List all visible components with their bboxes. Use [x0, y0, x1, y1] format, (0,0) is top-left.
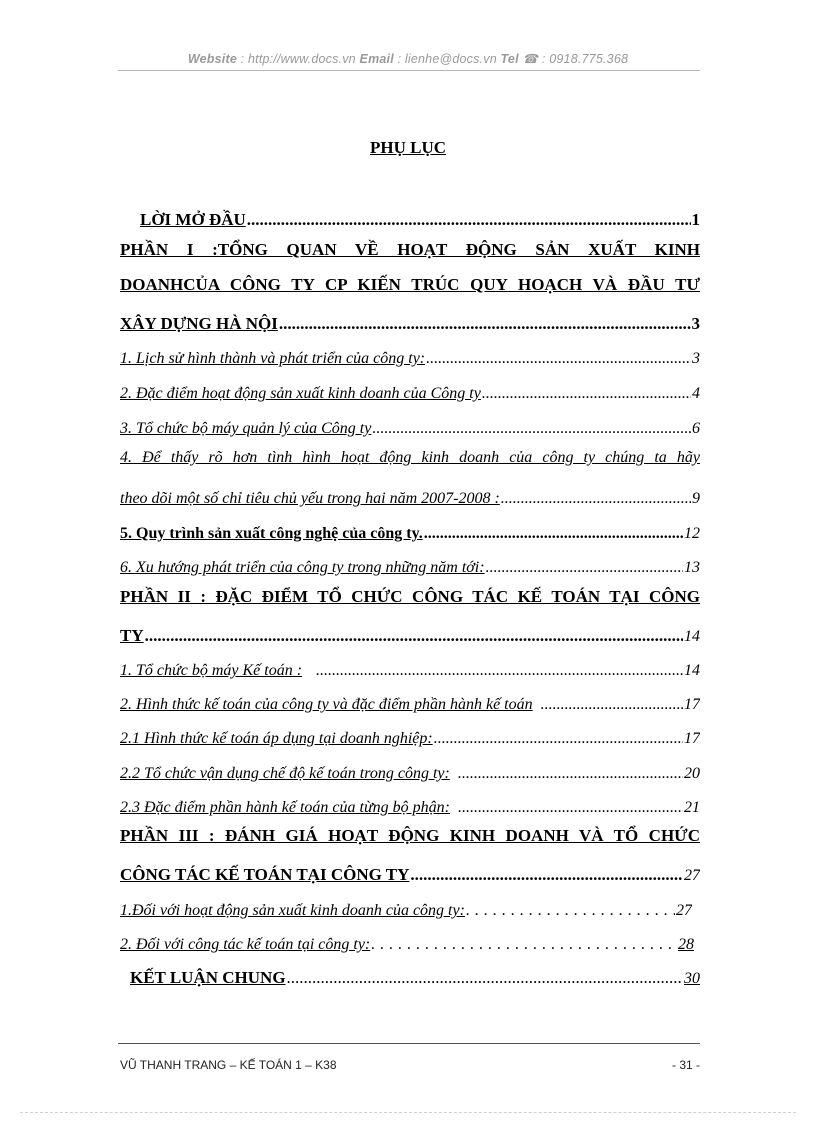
toc-page: 17 [684, 730, 700, 747]
toc-page: 27 [676, 902, 692, 919]
footer-page-number: - 31 - [671, 1058, 700, 1072]
toc-p2-2[interactable] [120, 684, 700, 714]
phone-icon: ☎ [522, 52, 539, 66]
toc-page: 6 [692, 420, 700, 437]
toc-page: 30 [684, 970, 700, 987]
toc-leader [482, 385, 691, 403]
toc-part3-line2[interactable] [120, 855, 700, 885]
toc-leader [466, 902, 675, 920]
tel-value: : 0918.775.368 [541, 52, 629, 66]
toc-part1-line1[interactable]: PHẦN I :TỔNG QUAN VỀ HOẠT ĐỘNG SẢN XUẤT KINH [120, 240, 700, 259]
toc-label: 2.1 Hình thức kế toán áp dụng tại doanh nghiệp: [120, 730, 433, 747]
toc-leader [372, 420, 691, 438]
toc-leader [410, 865, 683, 885]
toc-p1-1[interactable] [120, 338, 700, 368]
toc-leader [424, 525, 683, 543]
toc-p2-2-2[interactable] [120, 753, 700, 783]
toc-page: 17 [684, 696, 700, 713]
toc-p3-2[interactable] [120, 924, 694, 954]
toc-p1-2[interactable] [120, 373, 700, 403]
toc-part2-line2[interactable] [120, 616, 700, 646]
header-divider [118, 70, 700, 71]
toc-label: KẾT LUẬN CHUNG [130, 968, 286, 987]
toc-part1-line3[interactable] [120, 304, 700, 334]
toc-page: 4 [692, 385, 700, 402]
toc-page: 20 [684, 765, 700, 782]
toc-conclusion[interactable] [120, 958, 700, 988]
toc-p2-1[interactable] [120, 650, 700, 680]
toc-part3-line1[interactable]: PHẦN III : ĐÁNH GIÁ HOẠT ĐỘNG KINH DOANH VÀ TỔ CHỨC [120, 826, 700, 845]
toc-label: 6. Xu hướng phát triển của công ty trong những năm tới: [120, 559, 485, 576]
toc-leader [458, 799, 683, 817]
toc-leader [486, 559, 683, 577]
toc-label: 2. Đối với công tác kế toán tại công ty: [120, 936, 371, 953]
website-label: Website [187, 52, 237, 66]
toc-label: 1.Đối với hoạt động sản xuất kinh doanh của công ty: [120, 902, 465, 919]
toc-leader [501, 490, 691, 508]
toc-p1-3[interactable] [120, 408, 700, 438]
toc-leader [316, 662, 683, 680]
toc-label: CÔNG TÁC KẾ TOÁN TẠI CÔNG TY [120, 865, 410, 884]
toc-p2-2-3[interactable] [120, 787, 700, 817]
tel-label: Tel [500, 52, 519, 66]
toc-leader [458, 765, 683, 783]
toc-label: XÂY DỰNG HÀ NỘI [120, 314, 278, 333]
toc-intro[interactable] [120, 200, 700, 230]
toc-p1-4-line2[interactable] [120, 478, 700, 508]
toc-page: 13 [684, 559, 700, 576]
page-title: PHỤ LỤC [369, 138, 447, 157]
toc-leader [287, 968, 683, 988]
toc-leader [279, 314, 691, 334]
toc-p2-2-1[interactable] [120, 718, 700, 748]
toc-label: 1. Tổ chức bộ máy Kế toán : [120, 662, 303, 679]
toc-part2-line1[interactable]: PHẦN II : ĐẶC ĐIỂM TỔ CHỨC CÔNG TÁC KẾ TOÁN TẠI CÔNG [120, 587, 700, 606]
toc-label: 3. Tổ chức bộ máy quản lý của Công ty [120, 420, 372, 437]
footer-divider [118, 1043, 700, 1044]
toc-label: 2.2 Tổ chức vận dụng chế độ kế toán trong công ty: [120, 765, 450, 782]
toc-p1-4-line1[interactable]: 4. Để thấy rõ hơn tình hình hoạt động kinh doanh của công ty chúng ta hãy [120, 449, 700, 466]
toc-label: theo dõi một số chỉ tiêu chủ yếu trong hai năm 2007-2008 : [120, 490, 500, 507]
toc-page: 12 [684, 525, 700, 542]
toc-p3-1[interactable] [120, 890, 692, 920]
toc-p1-6[interactable] [120, 547, 700, 577]
toc-p1-5[interactable] [120, 513, 700, 543]
toc-page: 14 [684, 628, 700, 645]
toc-label: 2.3 Đặc điểm phần hành kế toán của từng bộ phận: [120, 799, 451, 816]
email-label: Email [359, 52, 394, 66]
toc-label: TY [120, 626, 144, 645]
toc-label: 2. Hình thức kế toán của công ty và đặc điểm phần hành kế toán [120, 696, 533, 713]
toc-leader [145, 626, 683, 646]
website-value[interactable]: : http://www.docs.vn [240, 52, 356, 66]
page-header [0, 51, 816, 66]
footer-author: VŨ THANH TRANG – KẾ TOÁN 1 – K38 [120, 1058, 337, 1072]
toc-label: LỜI MỞ ĐẦU [140, 210, 246, 229]
toc-label: 1. Lịch sử hình thành và phát triển của công ty: [120, 350, 426, 367]
toc-label: 2. Đặc điểm hoạt động sản xuất kinh doanh của Công ty [120, 385, 481, 402]
toc-leader [434, 730, 683, 748]
page-bottom-edge [20, 1112, 796, 1113]
toc-page: 28 [678, 936, 694, 953]
toc-leader [247, 210, 691, 230]
toc-label: 5. Quy trình sản xuất công nghệ của công ty. [120, 525, 423, 542]
toc-page: 9 [692, 490, 700, 507]
toc-page: 14 [684, 662, 700, 679]
toc-page: 1 [691, 210, 700, 229]
toc-page: 3 [691, 314, 700, 333]
toc-leader [371, 936, 677, 954]
email-value[interactable]: : lienhe@docs.vn [397, 52, 497, 66]
toc-leader [541, 696, 683, 714]
toc-leader [426, 350, 691, 368]
toc-page: 21 [684, 799, 700, 816]
toc-page: 27 [684, 867, 700, 884]
toc-page: 3 [692, 350, 700, 367]
toc-part1-line2[interactable]: DOANHCỦA CÔNG TY CP KIẾN TRÚC QUY HOẠCH VÀ ĐẦU TƯ [120, 275, 700, 294]
